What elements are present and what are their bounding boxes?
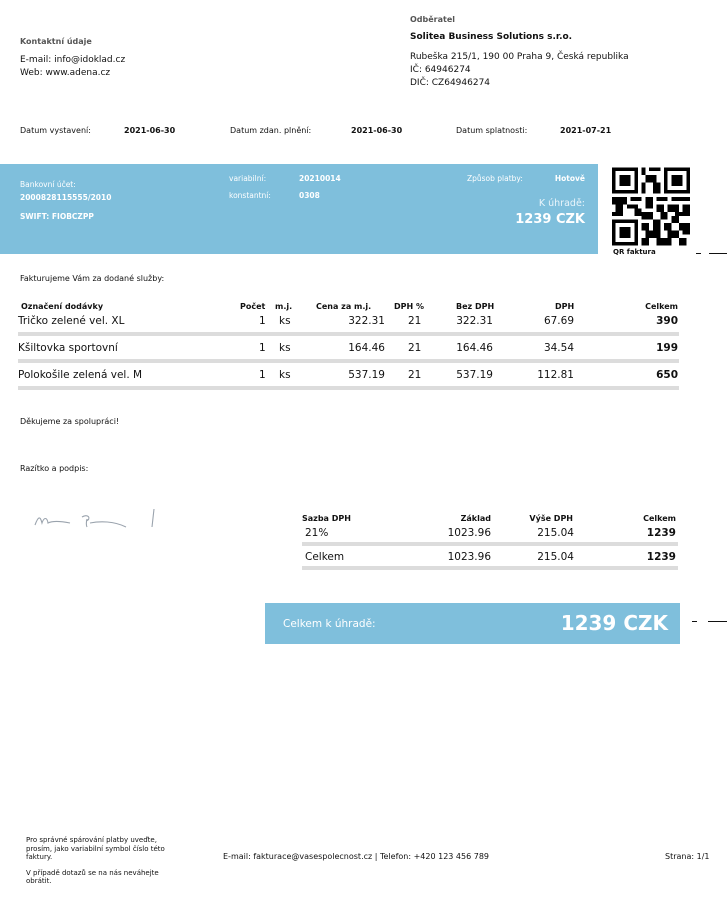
page-number: Strana: 1/1 [665,852,710,861]
payment-method-label: Způsob platby: [467,174,523,183]
bank-account-value: 2000828115555/2010 [20,193,112,202]
taxable-date-label: Datum zdan. plnění: [230,126,312,135]
cut-mark [709,253,727,254]
items-table-header [18,300,679,315]
item-net: 537.19 [456,369,493,381]
due-date-value: 2021-07-21 [560,126,612,135]
item-unit-price: 537.19 [348,369,385,381]
intro-text: Fakturujeme Vám za dodané služby: [20,274,165,283]
payment-band [0,164,598,254]
vat-total: 1239 [646,551,676,563]
item-unit: ks [279,315,291,327]
item-unit-price: 164.46 [348,342,385,354]
vat-amount: 215.04 [537,551,574,563]
swift-code: SWIFT: FIOBCZPP [20,212,94,221]
item-total: 390 [656,315,678,327]
footer-note-questions: V případě dotazů se na nás neváhejte obrátit. [26,868,159,885]
row-divider [18,359,679,363]
customer-heading: Odběratel [410,15,456,24]
item-qty: 1 [259,369,266,381]
cut-mark [696,253,701,254]
variable-symbol-label: variabilní: [229,174,267,183]
amount-due-value: 1239 CZK [515,212,585,227]
thanks-text: Děkujeme za spolupráci! [20,417,120,426]
col-qty: Počet [240,302,266,311]
cut-mark [692,621,697,622]
item-net: 322.31 [456,315,493,327]
table-row [302,551,678,575]
item-vat-pct: 21 [408,315,422,327]
cut-mark [708,621,727,622]
grand-total-label: Celkem k úhradě: [283,618,376,630]
item-unit: ks [279,342,291,354]
item-qty: 1 [259,315,266,327]
amount-due-label: K úhradě: [538,198,585,209]
table-row [18,315,679,342]
variable-symbol-value: 20210014 [299,174,341,183]
item-unit-price: 322.31 [348,315,385,327]
bank-account-label: Bankovní účet: [20,180,76,189]
col-net: Bez DPH [456,302,495,311]
customer-dic: DIČ: CZ64946274 [410,78,491,88]
item-total: 199 [656,342,678,354]
due-date-label: Datum splatnosti: [456,126,528,135]
col-unit: m.j. [275,302,293,311]
col-total: Celkem [645,302,678,311]
items-table [18,300,679,396]
item-net: 164.46 [456,342,493,354]
row-divider [18,386,679,390]
vat-amount: 215.04 [537,527,574,539]
col-unit-price: Cena za m.j. [316,302,372,311]
item-vat-pct: 21 [408,342,422,354]
vat-rate: Celkem [305,551,345,563]
payment-method-value: Hotově [554,174,585,183]
col-name: Označení dodávky [21,302,104,311]
footer-contact: E-mail: fakturace@vasespolecnost.cz | Telefon: +420 123 456 789 [223,852,490,861]
item-name: Tričko zelené vel. XL [18,315,125,327]
constant-symbol-label: konstantní: [229,191,271,200]
grand-total-amount: 1239 CZK [560,611,668,635]
vat-base: 1023.96 [447,527,491,539]
col-vat-pct: DPH % [394,302,424,311]
vat-base: 1023.96 [447,551,491,563]
footer-note [26,836,166,893]
vat-rate: 21% [305,527,329,539]
item-vat: 67.69 [543,315,574,327]
table-row [302,527,678,551]
customer-address: Rubeška 215/1, 190 00 Praha 9, Česká republika [410,52,629,62]
item-unit: ks [279,369,291,381]
contact-email: E-mail: info@idoklad.cz [20,55,126,65]
qr-label: QR faktura [613,248,656,256]
qr-code-icon [612,167,690,246]
item-vat-pct: 21 [408,369,422,381]
stamp-label: Razítko a podpis: [20,464,89,473]
contact-web: Web: www.adena.cz [20,68,111,78]
vat-summary-header [302,512,678,527]
item-name: Kšiltovka sportovní [18,342,118,354]
col-vat: DPH [555,302,575,311]
col-vat-amount: Výše DPH [529,514,573,523]
issued-date-label: Datum vystavení: [20,126,91,135]
constant-symbol-value: 0308 [299,191,320,200]
item-name: Polokošile zelená vel. M [18,369,143,381]
footer-note-pairing: Pro správné spárování platby uveďte, prosím, jako variabilní symbol číslo této faktury. [26,836,165,861]
table-row [18,369,679,396]
item-total: 650 [656,369,678,381]
customer-name: Solitea Business Solutions s.r.o. [410,32,573,42]
vat-summary-table [302,512,678,575]
issued-date-value: 2021-06-30 [124,126,176,135]
item-vat: 34.54 [543,342,574,354]
signature-image [30,505,160,537]
row-divider [18,332,679,336]
table-row [18,342,679,369]
taxable-date-value: 2021-06-30 [351,126,403,135]
row-divider [302,542,678,546]
vat-total: 1239 [646,527,676,539]
col-vat-rate: Sazba DPH [302,514,351,523]
contact-heading: Kontaktní údaje [20,37,92,46]
col-vat-total: Celkem [643,514,676,523]
grand-total-bar [265,603,680,644]
customer-ic: IČ: 64946274 [410,65,471,75]
row-divider [302,566,678,570]
item-vat: 112.81 [537,369,574,381]
col-vat-base: Základ [460,514,491,523]
item-qty: 1 [259,342,266,354]
